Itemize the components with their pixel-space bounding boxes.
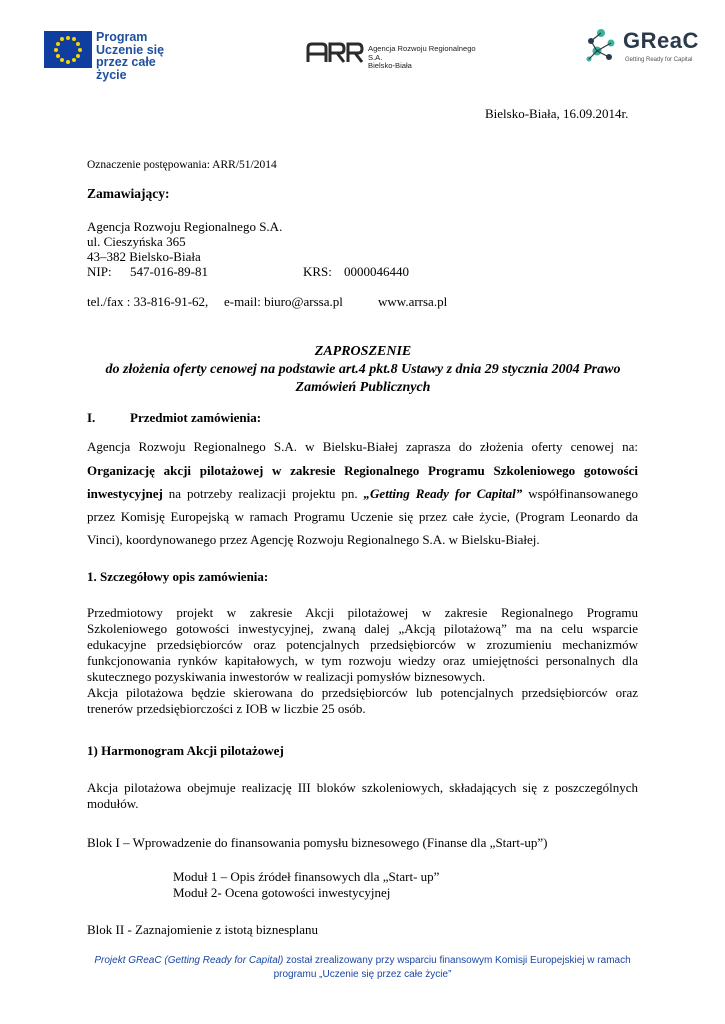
text-span: współfinansowanego <box>522 486 638 501</box>
block-2: Blok II - Zaznajomienie z istotą biznesplanu <box>87 922 319 937</box>
section-heading: Przedmiot zamówienia: <box>130 410 262 425</box>
krs-label: KRS: <box>303 264 332 279</box>
paragraph-line: trenerów przedsiębiorczości z IOB w liczbie 25 osób. <box>87 701 366 716</box>
krs-value: 0000046440 <box>344 264 409 279</box>
project-name: „Getting Ready for Capital” <box>363 486 523 501</box>
eu-star-icon <box>56 42 60 46</box>
detail-heading: 1. Szczegółowy opis zamówienia: <box>87 569 269 584</box>
eu-star-icon <box>66 36 70 40</box>
paragraph-line: Przedmiotowy projekt w zakresie Akcji pilotażowej w zakresie Regionalnego Programu <box>87 605 638 620</box>
eu-star-icon <box>56 54 60 58</box>
paragraph-line: Szkoleniowego gotowości inwestycyjnej, zwaną dalej „Akcją pilotażową” ma na celu wsparcie <box>87 621 638 636</box>
footer-line: programu „Uczenie się przez całe życie” <box>273 969 452 980</box>
nip-value: 547-016-89-81 <box>130 264 208 279</box>
website: www.arrsa.pl <box>378 294 448 309</box>
eu-star-icon <box>66 60 70 64</box>
orderer-street: ul. Cieszyńska 365 <box>87 234 186 249</box>
eu-flag-icon <box>44 31 92 68</box>
eu-star-icon <box>72 58 76 62</box>
paragraph-line: Vinci), koordynowanego przez Agencję Rozwoju Regionalnego S.A. w Bielsku-Białej. <box>87 532 540 547</box>
arr-mark-icon <box>306 42 364 64</box>
bold-span: inwestycyjnej <box>87 486 163 501</box>
paragraph-line <box>87 486 638 502</box>
paragraph-line: Akcja pilotażowa będzie skierowana do przedsiębiorców lub potencjalnych przedsiębiorców oraz <box>87 685 638 700</box>
eu-star-icon <box>60 37 64 41</box>
orderer-city: 43–382 Bielsko-Biała <box>87 249 201 264</box>
footer-project-name: Projekt GReaC (Getting Ready for Capital) <box>94 955 284 966</box>
paragraph-line: edukacyjne przedsiębiorców oraz potencjalnych przedsiębiorców w zrozumieniu mechanizmów <box>87 637 638 652</box>
block-1: Blok I – Wprowadzenie do finansowania pomysłu biznesowego (Finanse dla „Start-up”) <box>87 835 548 850</box>
schedule-intro <box>87 780 638 812</box>
eu-program-text <box>96 31 186 81</box>
paragraph-line: Organizację akcji pilotażowej w zakresie Regionalnego Programu Szkoleniowego gotowości <box>87 463 638 478</box>
eu-star-icon <box>76 42 80 46</box>
orderer-heading: Zamawiający: <box>87 186 170 201</box>
arr-text <box>368 45 478 71</box>
eu-program-logo <box>44 30 180 82</box>
eu-star-icon <box>54 48 58 52</box>
footer-text: został zrealizowany przy wsparciu finansowym Komisji Europejskiej w ramach <box>283 955 631 966</box>
paragraph-line: przez Komisję Europejską w ramach Programu Uczenie się przez całe życie, (Program Leonardo da <box>87 509 638 524</box>
paragraph-line: Agencja Rozwoju Regionalnego S.A. w Bielsku-Białej zaprasza do złożenia oferty cenowej na: <box>87 439 638 454</box>
tel-fax: tel./fax : 33-816-91-62, <box>87 294 209 309</box>
section-paragraph <box>87 439 638 455</box>
case-reference: Oznaczenie postępowania: ARR/51/2014 <box>87 159 277 171</box>
invitation-subtitle-line: do złożenia oferty cenowej na podstawie art.4 pkt.8 Ustawy z dnia 29 stycznia 2004 Prawo <box>105 362 621 377</box>
eu-program-line: przez całe życie <box>96 55 156 82</box>
paragraph-line: skutecznego pozyskiwania inwestorów w realizacji pomysłów biznesowych. <box>87 669 486 684</box>
paragraph-line: funkcjonowania rynków kapitałowych, w tym rozwoju wiedzy oraz umiejętności personalnych dla <box>87 653 638 668</box>
orderer-name: Agencja Rozwoju Regionalnego S.A. <box>87 219 283 234</box>
eu-star-icon <box>60 58 64 62</box>
arr-line: Bielsko-Biała <box>368 61 412 70</box>
greac-tagline: Getting Ready for Capital <box>625 57 693 63</box>
paragraph-line: Akcja pilotażowa obejmuje realizację III bloków szkoleniowych, składających się z poszczególnych <box>87 780 638 795</box>
eu-star-icon <box>72 37 76 41</box>
footer-line <box>60 954 665 968</box>
eu-star-icon <box>76 54 80 58</box>
module-1: Moduł 1 – Opis źródeł finansowych dla „Start- up” <box>173 869 440 884</box>
eu-program-line: Uczenie się <box>96 42 165 57</box>
invitation-subtitle-line: Zamówień Publicznych <box>295 380 431 395</box>
detail-paragraph <box>87 605 638 717</box>
text-span: na potrzeby realizacji projektu pn. <box>162 486 364 501</box>
arr-logo <box>306 42 476 70</box>
eu-star-icon <box>78 48 82 52</box>
module-2: Moduł 2- Ocena gotowości inwestycyjnej <box>173 885 391 900</box>
greac-logo <box>583 25 699 71</box>
greac-mark-icon <box>583 27 619 67</box>
schedule-heading: 1) Harmonogram Akcji pilotażowej <box>87 743 284 758</box>
page-footer <box>60 954 665 982</box>
greac-wordmark: GReaC <box>623 28 699 53</box>
section-number: I. <box>87 410 96 425</box>
paragraph-line: modułów. <box>87 796 139 811</box>
section-paragraph <box>87 509 638 525</box>
email: e-mail: biuro@arssa.pl <box>224 294 343 309</box>
arr-line: Agencja Rozwoju Regionalnego S.A. <box>368 44 476 62</box>
section-paragraph <box>87 486 638 502</box>
invitation-title: ZAPROSZENIE <box>314 344 412 359</box>
section-paragraph <box>87 463 638 479</box>
nip-label: NIP: <box>87 264 112 279</box>
place-date: Bielsko-Biała, 16.09.2014r. <box>485 106 629 121</box>
eu-program-line: Program <box>96 30 148 44</box>
